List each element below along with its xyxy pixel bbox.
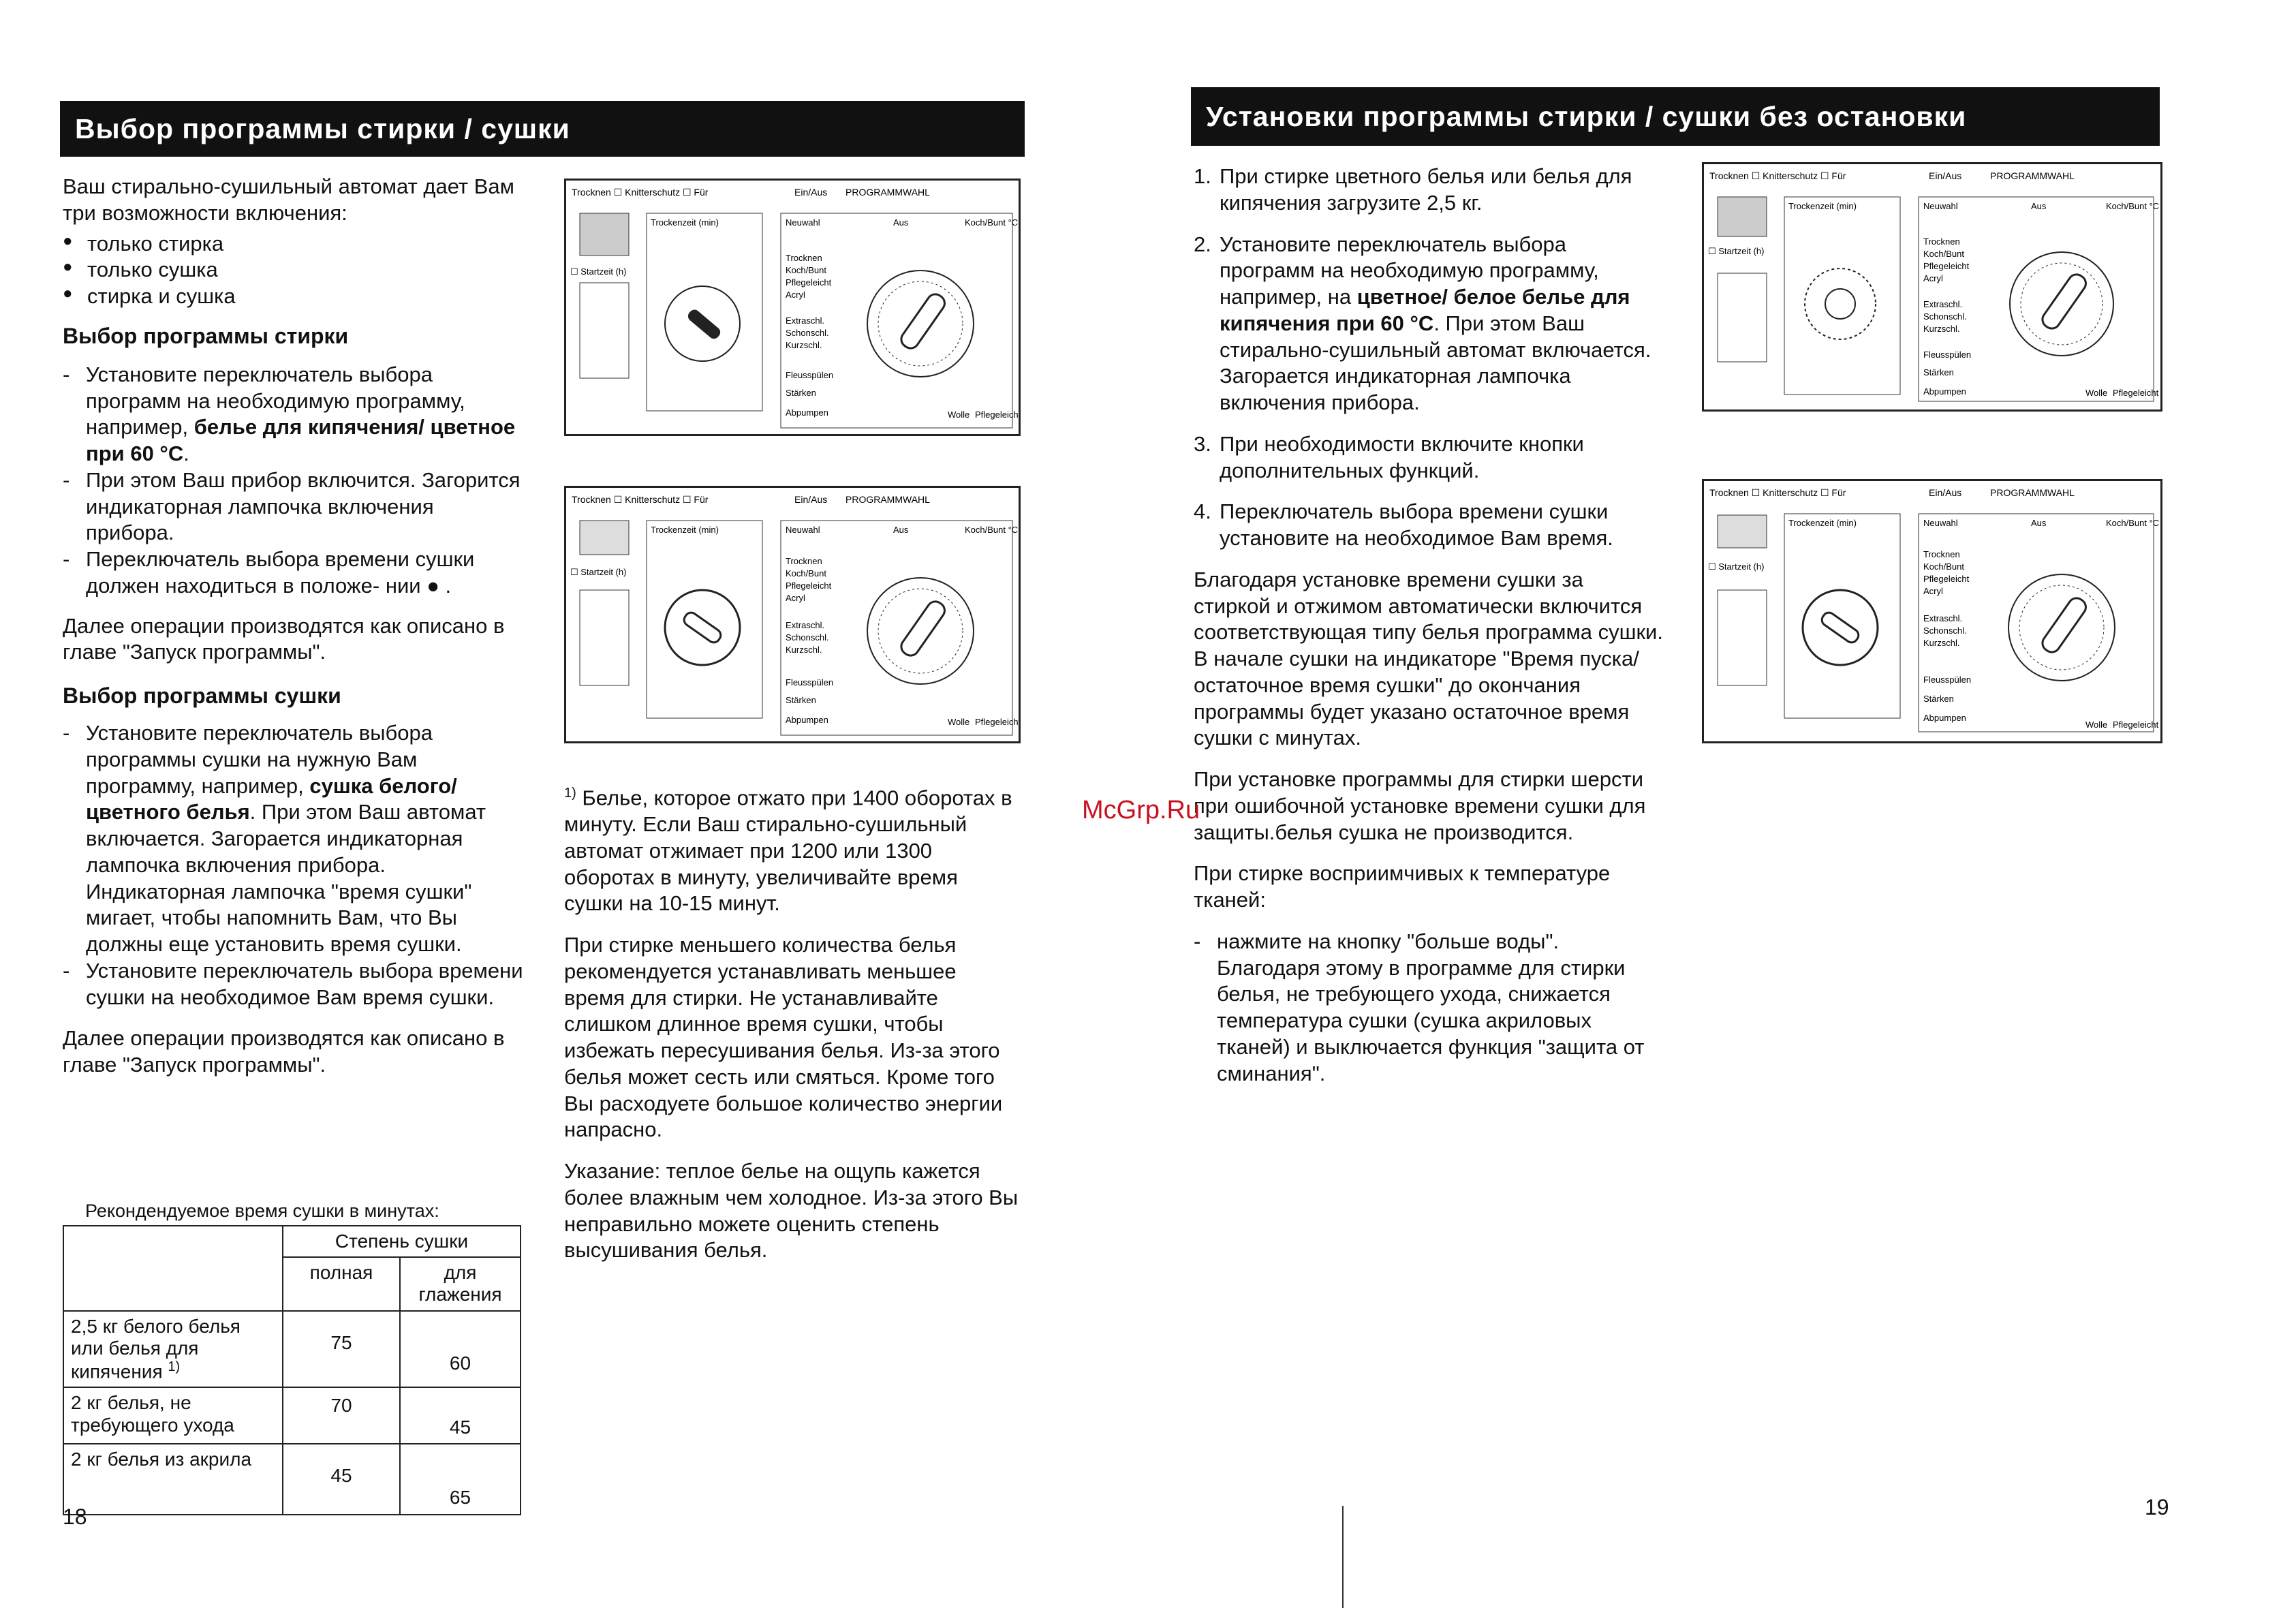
- prog-label: Pflegeleicht: [1923, 261, 1970, 271]
- fold-line: [1342, 1506, 1344, 1608]
- list-item: - Переключатель выбора времени сушки должен находиться в положе- нии ● .: [63, 546, 526, 600]
- right-para-2: При установке программы для стирки шерсти при ошибочной установке времени сушки для защиты.белья сушка не производится.: [1194, 767, 1646, 844]
- drytime-box: [647, 213, 762, 411]
- table-group-header: Степень сушки: [283, 1226, 521, 1257]
- prog-label: Pflegeleicht: [786, 277, 832, 288]
- control-panel-drawing: [566, 181, 1019, 434]
- panel-kochbunt: Koch/Bunt °C: [965, 525, 1019, 535]
- footnote-mark: 1): [564, 786, 576, 801]
- panel-drytime-label: Trockenzeit (min): [1788, 201, 1857, 211]
- left-header: Выбор программы стирки / сушки: [60, 101, 1025, 157]
- prog-label: Stärken: [786, 388, 816, 398]
- dry-item1-pre: Установите переключатель выбора программы сушки на нужную Вам программу, например,: [86, 721, 433, 798]
- prog-label: Acryl: [1923, 586, 1943, 596]
- dry-title: Выбор программы сушки: [63, 683, 341, 708]
- table-col-full: полная: [283, 1257, 400, 1310]
- control-panel-drawing: [566, 488, 1019, 741]
- panel-aus: Aus: [2031, 201, 2047, 211]
- panel-progwahl: PROGRAMMWAHL: [846, 494, 930, 505]
- list-item: [63, 720, 526, 958]
- prog-label: Extraschl.: [786, 315, 825, 326]
- drytime-knob: [1825, 289, 1855, 319]
- left-column: [63, 174, 526, 1079]
- prog-label: Acryl: [1923, 273, 1943, 283]
- door-block: [580, 283, 629, 378]
- prog-label: Neuwahl: [1923, 201, 1958, 211]
- table-row: [63, 1444, 521, 1515]
- right-header: Установки программы стирки / сушки без остановки: [1191, 87, 2160, 146]
- control-panel-2: [564, 486, 1021, 743]
- table-cell-full: 75: [283, 1311, 400, 1388]
- wash-list: [63, 362, 526, 600]
- prog-label: Abpumpen: [1923, 713, 1966, 723]
- steps-list: [1194, 164, 1664, 552]
- control-panel-drawing: [1704, 481, 2160, 741]
- wash-further: Далее операции производятся как описано в главе "Запуск программы".: [63, 613, 505, 664]
- middle-para-2: Указание: теплое белье на ощупь кажется более влажным чем холодное. Из-за этого Вы неправильно можете оценить степень высушивания белья.: [564, 1159, 1019, 1263]
- panel-pflegeleicht: Pflegeleicht: [975, 409, 1019, 420]
- prog-label: Pflegeleicht: [1923, 574, 1970, 584]
- watermark: McGrp.Ru: [1082, 796, 1200, 824]
- dry-item1-post: . При этом Ваш автомат включается. Загорается индикаторная лампочка включения прибора. Индикаторная лампочка "время сушки" мигает, чтобы напомнить Вам, что Вы должны еще установить время сушки.: [86, 800, 486, 956]
- prog-label: Pflegeleicht: [786, 581, 832, 591]
- panel-top-label: Trocknen ☐ Knitterschutz ☐ Für: [1709, 170, 1846, 181]
- list-item: - При этом Ваш прибор включится. Загорится индикаторная лампочка включения прибора.: [63, 467, 526, 546]
- panel-wolle: Wolle: [948, 409, 970, 420]
- drytime-knob: [682, 610, 724, 645]
- prog-label: Koch/Bunt: [1923, 561, 1964, 572]
- panel-progwahl: PROGRAMMWAHL: [1990, 487, 2075, 498]
- panel-progwahl: PROGRAMMWAHL: [1990, 170, 2075, 181]
- dry-time-caption: Рекондендуемое время сушки в минутах:: [85, 1201, 439, 1221]
- panel-onoff: Ein/Aus: [1929, 170, 1962, 181]
- middle-para-1: При стирке меньшего количества белья рекомендуется устанавливать меньшее время для стирки. Не устанавливайте слишком длинное время сушки, чтобы избежать пересушивания белья. Из-за этого белья может сесть или смяться. Кроме того Вы расходуете большое количество энергии напрасно.: [564, 933, 1003, 1142]
- panel-drytime-label: Trockenzeit (min): [651, 217, 719, 228]
- panel-drytime-label: Trockenzeit (min): [651, 525, 719, 535]
- control-panel-1: [564, 179, 1021, 436]
- panel-drytime-label: Trockenzeit (min): [1788, 518, 1857, 528]
- wash-item1-post: .: [183, 442, 189, 465]
- prog-label: Neuwahl: [786, 525, 820, 535]
- drytime-box: [1784, 197, 1900, 395]
- table-cell-iron: 60: [400, 1311, 521, 1388]
- panel-start-label: ☐ Startzeit (h): [1708, 246, 1765, 256]
- door-block: [1718, 590, 1767, 685]
- display-block: [580, 213, 629, 256]
- table-cell-full: 45: [283, 1444, 400, 1515]
- prog-label: Koch/Bunt: [786, 265, 826, 275]
- prog-label: Trocknen: [786, 253, 822, 263]
- panel-kochbunt: Koch/Bunt °C: [2106, 518, 2160, 528]
- prog-label: Abpumpen: [1923, 386, 1966, 397]
- panel-aus: Aus: [2031, 518, 2047, 528]
- prog-label: Acryl: [786, 593, 805, 603]
- wash-title: Выбор программы стирки: [63, 323, 349, 348]
- control-panel-3: [1702, 162, 2162, 412]
- prog-label: Trocknen: [1923, 549, 1960, 559]
- table-cell-label: 2 кг белья, не требующего ухода: [63, 1387, 283, 1443]
- list-item: - Установите переключатель выбора времени сушки на необходимое Вам время сушки.: [63, 958, 526, 1011]
- footnote-text: Белье, которое отжато при 1400 оборотах в минуту. Если Ваш стирально-сушильный автомат отжимает при 1200 или 1300 оборотах в минуту, увеличивайте время сушки на 10-15 минут.: [564, 786, 1012, 916]
- dry-list: [63, 720, 526, 1010]
- drytime-knob: [686, 307, 723, 341]
- page-number-right: 19: [2145, 1495, 2169, 1519]
- dry-item1-bold: сушка белого/ цветного белья: [86, 773, 457, 824]
- display-block: [1718, 197, 1767, 236]
- intro-text: Ваш стирально-сушильный автомат дает Вам три возможности включения:: [63, 174, 514, 225]
- list-item: 3. При необходимости включите кнопки дополнительных функций.: [1194, 431, 1584, 482]
- panel-pflegeleicht: Pflegeleicht: [2113, 388, 2159, 398]
- panel-wolle: Wolle: [2085, 720, 2108, 730]
- panel-kochbunt: Koch/Bunt °C: [2106, 201, 2160, 211]
- prog-label: Stärken: [1923, 367, 1954, 377]
- control-panel-4: [1702, 479, 2162, 743]
- middle-column: [564, 785, 1021, 1264]
- door-block: [580, 590, 629, 685]
- door-block: [1718, 273, 1767, 362]
- prog-label: Schonschl.: [1923, 311, 1967, 322]
- display-block: [1718, 515, 1767, 548]
- panel-start-label: ☐ Startzeit (h): [570, 266, 627, 277]
- program-knob: [2039, 271, 2089, 332]
- list-item: [63, 362, 526, 467]
- table-row: [63, 1311, 521, 1388]
- prog-label: Extraschl.: [1923, 299, 1963, 309]
- prog-label: Neuwahl: [1923, 518, 1958, 528]
- right-para-3: При стирке восприимчивых к температуре тканей:: [1194, 861, 1611, 912]
- prog-label: Trocknen: [1923, 236, 1960, 247]
- prog-label: Kurzschl.: [1923, 324, 1960, 334]
- panel-pflegeleicht: Pflegeleicht: [2113, 720, 2159, 730]
- footnote: [564, 785, 1021, 917]
- panel-top-label: Trocknen ☐ Knitterschutz ☐ Für: [572, 187, 709, 198]
- panel-pflegeleicht: Pflegeleicht: [975, 717, 1019, 727]
- prog-label: Schonschl.: [786, 328, 829, 338]
- dry-time-table: [63, 1225, 521, 1515]
- list-item: - нажмите на кнопку "больше воды". Благодаря этому в программе для стирки белья, не требующего ухода, снижается температура сушки (сушка акриловых тканей) и выключается функция "защита от сминания".: [1194, 929, 1664, 1087]
- prog-label: Fleusspülen: [786, 370, 834, 380]
- panel-onoff: Ein/Aus: [794, 187, 828, 198]
- drytime-box: [647, 521, 762, 718]
- prog-label: Schonschl.: [1923, 625, 1967, 636]
- page-number-left: 18: [63, 1504, 87, 1529]
- dry-further: Далее операции производятся как описано в главе "Запуск программы".: [63, 1026, 505, 1077]
- drytime-dial: [1805, 268, 1876, 339]
- prog-label: Stärken: [786, 695, 816, 705]
- display-block: [580, 521, 629, 555]
- panel-wolle: Wolle: [2085, 388, 2108, 398]
- prog-label: Abpumpen: [786, 407, 828, 418]
- panel-top-label: Trocknen ☐ Knitterschutz ☐ Für: [572, 494, 709, 505]
- right-para-1: Благодаря установке времени сушки за стиркой и отжимом автоматически включится соответствующая типу белья программа сушки. В начале сушки на индикаторе "Время пуска/остаточное время сушки" до окончания программы будет указано остаточное время сушки с минутах.: [1194, 567, 1663, 750]
- list-item: 4. Переключатель выбора времени сушки установите на необходимое Вам время.: [1194, 499, 1613, 550]
- list-item: ● только стирка: [63, 231, 526, 258]
- panel-aus: Aus: [893, 525, 909, 535]
- prog-label: Schonschl.: [786, 632, 829, 643]
- prog-label: Fleusspülen: [786, 677, 834, 687]
- panel-top-label: Trocknen ☐ Knitterschutz ☐ Für: [1709, 487, 1846, 498]
- prog-label: Koch/Bunt: [786, 568, 826, 578]
- panel-start-label: ☐ Startzeit (h): [570, 567, 627, 577]
- panel-kochbunt: Koch/Bunt °C: [965, 217, 1019, 228]
- panel-onoff: Ein/Aus: [794, 494, 828, 505]
- options-list: [63, 231, 526, 310]
- prog-label: Abpumpen: [786, 715, 828, 725]
- drytime-knob: [1820, 610, 1861, 645]
- table-row: [63, 1387, 521, 1443]
- program-knob: [2039, 595, 2089, 655]
- prog-label: Acryl: [786, 290, 805, 300]
- panel-progwahl: PROGRAMMWAHL: [846, 187, 930, 198]
- prog-label: Extraschl.: [786, 620, 825, 630]
- table-cell-full: 70: [283, 1387, 400, 1443]
- table-corner: [63, 1226, 283, 1311]
- table-col-iron: для глажения: [400, 1257, 521, 1310]
- panel-aus: Aus: [893, 217, 909, 228]
- table-cell-label: 2,5 кг белого белья или белья для кипячения $^{1)}$: [63, 1311, 283, 1388]
- list-item: 1. При стирке цветного белья или белья для кипячения загрузите 2,5 кг.: [1194, 164, 1632, 215]
- prog-label: Trocknen: [786, 556, 822, 566]
- panel-wolle: Wolle: [948, 717, 970, 727]
- control-panel-drawing: [1704, 164, 2160, 409]
- prog-label: Koch/Bunt: [1923, 249, 1964, 259]
- prog-label: Extraschl.: [1923, 613, 1963, 623]
- right-column: [1194, 164, 1664, 1087]
- panel-onoff: Ein/Aus: [1929, 487, 1962, 498]
- list-item: ● только сушка: [63, 257, 526, 283]
- prog-label: Fleusspülen: [1923, 350, 1972, 360]
- prog-label: Kurzschl.: [1923, 638, 1960, 648]
- list-item: ● стирка и сушка: [63, 283, 526, 310]
- prog-label: Kurzschl.: [786, 645, 822, 655]
- table-cell-iron: 45: [400, 1387, 521, 1443]
- drytime-box: [1784, 514, 1900, 718]
- prog-label: Stärken: [1923, 694, 1954, 704]
- list-item: 2. Установите переключатель выбора программ на необходимую программу, например, на цветное/ белое белье для кипячения при 60 °C. При этом Ваш стирально-сушильный автомат включается. Загорается индикаторная лампочка включения прибора.: [1194, 232, 1651, 414]
- prog-label: Neuwahl: [786, 217, 820, 228]
- program-knob: [898, 598, 948, 659]
- prog-label: Kurzschl.: [786, 340, 822, 350]
- wash-item1-bold: белье для кипячения/ цветное при 60 °C: [86, 415, 516, 465]
- right-bullet-list: [1194, 929, 1664, 1087]
- table-cell-iron: 65: [400, 1444, 521, 1515]
- program-knob: [898, 291, 948, 352]
- table-cell-label: 2 кг белья из акрила: [63, 1444, 283, 1515]
- panel-start-label: ☐ Startzeit (h): [1708, 561, 1765, 572]
- wash-item1-pre: Установите переключатель выбора программ на необходимую программу, например,: [86, 362, 465, 439]
- prog-label: Fleusspülen: [1923, 675, 1972, 685]
